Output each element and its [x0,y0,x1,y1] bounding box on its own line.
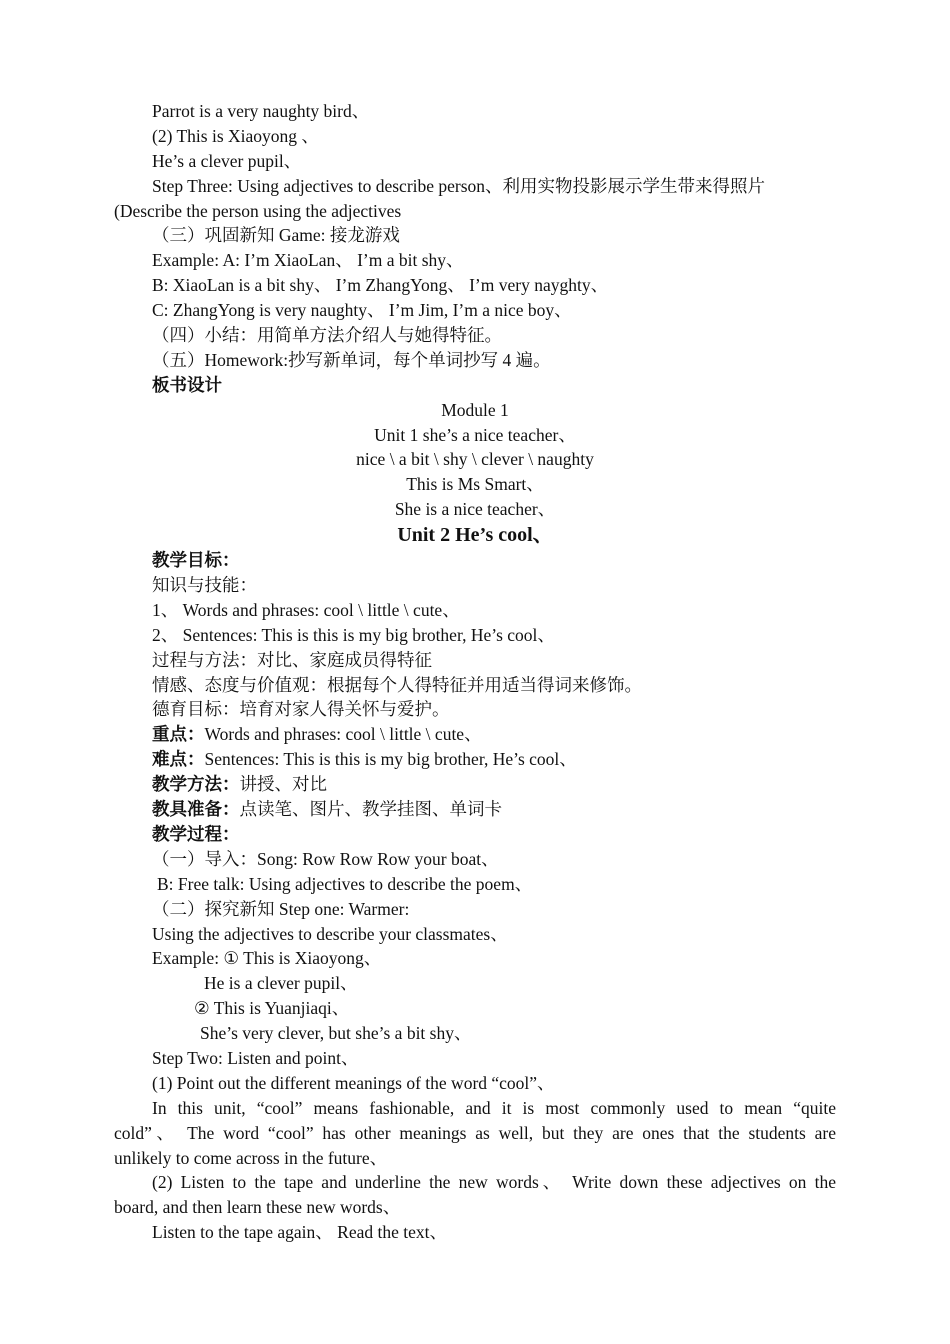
text-line: C: ZhangYong is very naughty、 I’m Jim, I’m a nice boy、 [152,300,572,321]
text-line: 知识与技能： [152,575,257,596]
document-body [114,99,836,1245]
text-span: 点读笔、图片、教学挂图、单词卡 [239,799,502,820]
unit-title: Unit 2 He’s cool、 [397,524,553,547]
text-line: Using the adjectives to describe your classmates、 [152,923,508,944]
text-line: (2) This is Xiaoyong 、 [152,125,319,146]
paragraph-line: cold”、 The word “cool” has other meanings as well, but they are ones that the students are [114,1122,836,1143]
text-line: 2、 Sentences: This is this is my big brother, He’s cool、 [152,624,555,645]
section-heading: （五）Homework:抄写新单词，每个单词抄写 4 遍。 [152,349,551,370]
board-design-heading: 板书设计 [152,374,222,395]
text-line: B: XiaoLan is a bit shy、 I’m ZhangYong、 I’m very nayghty、 [152,275,609,296]
text-line: 过程与方法：对比、家庭成员得特征 [152,649,432,670]
text-span: 讲授、对比 [239,774,327,795]
board-line: Module 1 [441,399,509,420]
label-heading: 教学目标： [152,550,240,571]
text-line: (Describe the person using the adjectives [114,200,402,221]
text-line: 1、 Words and phrases: cool \ little \ cute、 [152,599,460,620]
text-line: Listen to the tape again、 Read the text、 [152,1222,447,1243]
text-span: Sentences: This is this is my big brother, He’s cool、 [204,749,577,770]
text-line: 德育目标：培育对家人得关怀与爱护。 [152,699,450,720]
key-point-line [114,722,836,747]
section-heading: （四）小结：用简单方法介绍人与她得特征。 [152,325,502,346]
text-line: Parrot is a very naughty bird、 [152,101,370,121]
label-heading: 难点： [152,749,205,770]
text-span: Words and phrases: cool \ little \ cute、 [204,724,482,745]
label-heading: 重点： [152,724,205,745]
board-line: This is Ms Smart、 [406,474,544,495]
text-line: He is a clever pupil、 [204,973,358,994]
text-line: Example: ① This is Xiaoyong、 [152,948,382,969]
text-line: Step Two: Listen and point、 [152,1047,359,1068]
text-line: ② This is Yuanjiaqi、 [194,998,350,1019]
label-heading: 教具准备： [152,799,240,820]
paragraph-line: unlikely to come across in the future、 [114,1147,388,1168]
text-line: Step Three: Using adjectives to describe person、利用实物投影展示学生带来得照片 [152,175,766,196]
text-line: 情感、态度与价值观：根据每个人得特征并用适当得词来修饰。 [152,674,642,695]
text-line: She’s very clever, but she’s a bit shy、 [200,1023,472,1044]
text-line: (1) Point out the different meanings of the word “cool”、 [152,1072,555,1093]
text-line: B: Free talk: Using adjectives to describe the poem、 [157,873,533,894]
section-heading: （二）探究新知 Step one: Warmer: [152,898,410,919]
board-line: She is a nice teacher、 [394,499,556,520]
text-line: Example: A: I’m XiaoLan、 I’m a bit shy、 [152,250,464,271]
paragraph-line: board, and then learn these new words、 [114,1197,401,1218]
board-line: Unit 1 she’s a nice teacher、 [374,424,576,445]
section-heading: （一）导入：Song: Row Row Row your boat、 [152,848,499,869]
text-line: He’s a clever pupil、 [152,150,302,171]
label-heading: 教学方法： [152,774,240,795]
materials-line [114,797,836,822]
section-heading: （三）巩固新知 Game: 接龙游戏 [152,225,400,246]
board-line: nice \ a bit \ shy \ clever \ naughty [356,449,594,470]
difficulty-line [114,747,836,772]
paragraph-line: (2) Listen to the tape and underline the new words、 Write down these adjectives on the [152,1172,836,1193]
label-heading: 教学过程： [152,823,240,844]
method-line [114,772,836,797]
paragraph-line: In this unit, “cool” means fashionable, and it is most commonly used to mean “quite [152,1097,836,1118]
